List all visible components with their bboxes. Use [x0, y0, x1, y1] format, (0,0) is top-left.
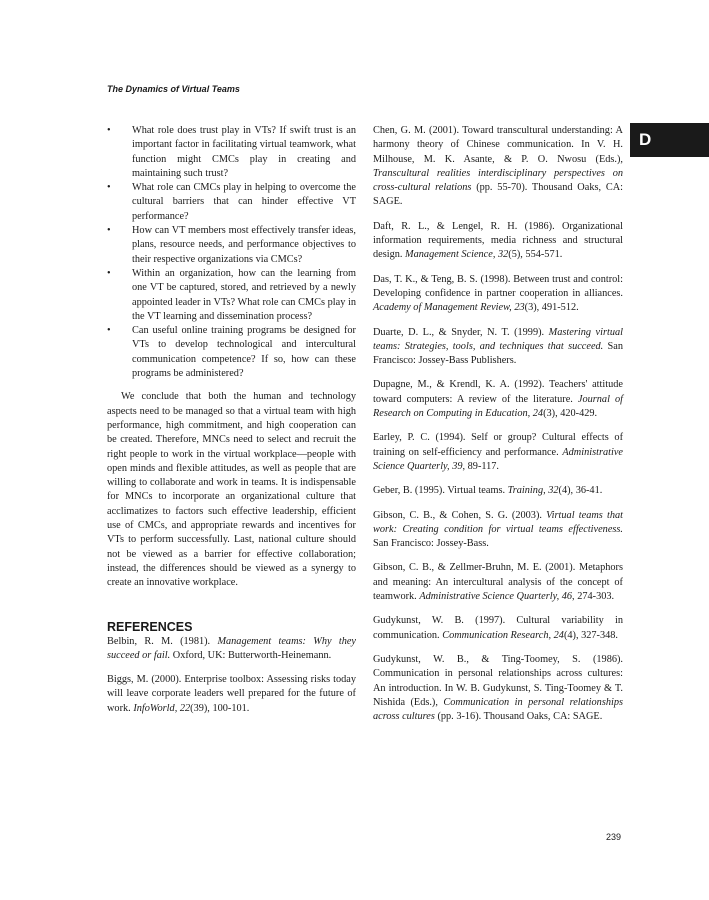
reference-entry: Gibson, C. B., & Zellmer-Bruhn, M. E. (2001). Metaphors and meaning: An intercultural analysis of the concept of teamwork. Administrative Science Quarterly, 46, 274-303.: [373, 562, 623, 603]
reference-entry: Das, T. K., & Teng, B. S. (1998). Between trust and control: Developing confidence in partner cooperation in alliances. Academy of Management Review, 23(3), 491-512.: [373, 273, 623, 314]
reference-entry: Biggs, M. (2000). Enterprise toolbox: Assessing risks today will leave corporate leaders well prepared for the future of work. InfoWorld, 22(39), 100-101.: [107, 674, 356, 714]
list-item: • Within an organization, how can the learning from one VT be captured, stored, and retrieved by a newly appointed leader in VTs? What role can CMCs play in the VT learning and dissemination process?: [107, 267, 356, 322]
running-head: The Dynamics of Virtual Teams: [107, 84, 240, 94]
list-item: • How can VT members most effectively transfer ideas, plans, resource needs, and performance objectives to their respective organizations via CMCs?: [107, 225, 356, 265]
bullet-icon: •: [107, 125, 111, 136]
reference-entry: Earley, P. C. (1994). Self or group? Cultural effects of training on self-efficiency and performance. Administrative Science Quarterly, 39, 89-117.: [373, 432, 623, 472]
section-tab: D: [630, 123, 709, 157]
reference-entry: Gibson, C. B., & Cohen, S. G. (2003). Virtual teams that work: Creating condition for virtual teams effectiveness. San Francisco: Jossey-Bass.: [373, 509, 623, 550]
list-item: • What role can CMCs play in helping to overcome the cultural barriers that can hinder effective VT performance?: [107, 182, 356, 222]
references-heading: REFERENCES: [107, 619, 193, 634]
question-list: [107, 124, 356, 381]
reference-entry: Duarte, D. L., & Snyder, N. T. (1999). Mastering virtual teams: Strategies, tools, and techniques that succeed. San Francisco: Jossey-Bass Publishers.: [373, 326, 623, 367]
list-item: • What role does trust play in VTs? If swift trust is an important factor in facilitating virtual teamwork, what function might CMCs play in creating and maintaining such trust?: [107, 125, 356, 179]
right-column: [373, 124, 623, 734]
reference-entry: Gudykunst, W. B. (1997). Cultural variability in communication. Communication Research, 24(4), 327-348.: [373, 615, 623, 641]
reference-entry: Dupagne, M., & Krendl, K. A. (1992). Teachers' attitude toward computers: A review of the literature. Journal of Research on Computing in Education, 24(3), 420-429.: [373, 379, 623, 420]
bullet-icon: •: [107, 325, 111, 337]
reference-entry: Daft, R. L., & Lengel, R. H. (1986). Organizational information requirements, media richness and structural design. Management Science, 32(5), 554-571.: [373, 220, 623, 261]
left-column: [107, 124, 356, 726]
reference-entry: Gudykunst, W. B., & Ting-Toomey, S. (1986). Communication in personal relationships across cultures: An introduction. In W. B. Gudykunst, S. Ting-Toomey & T. Nishida (Eds.), Communication in personal relationships across cultures (pp. 3-16). Thousand Oaks, CA: SAGE.: [373, 653, 623, 723]
bullet-icon: •: [107, 267, 111, 279]
bullet-icon: •: [107, 182, 111, 194]
list-item: • Can useful online training programs be designed for VTs to develop technological and intercultural communication competence? If so, how can these programs be administered?: [107, 325, 356, 380]
conclusion-paragraph: We conclude that both the human and technology aspects need to be managed so that a virtual team with high performance, high commitment, and high cooperation can be created. Therefore, MNCs need to select and recruit the right people to work in the virtual workplace—people with open minds and flexible attitudes, as well as people that are willing to collaborate and work in teams. It is indispensable for MNCs to incorporate an organizational culture that acclimatizes to factors such effective leadership, efficient use of CMCs, and appropriate rewards and incentives for VTs to perform successfully. Last, national culture should not be viewed as a barrier for effective collaboration; instead, the differences should be viewed as a synergy to create an innovative workplace.: [107, 391, 356, 589]
reference-entry: Geber, B. (1995). Virtual teams. Training, 32(4), 36-41.: [373, 485, 603, 497]
reference-entry: Belbin, R. M. (1981). Management teams: Why they succeed or fail. Oxford, UK: Butterworth-Heinemann.: [107, 635, 356, 661]
page-number: 239: [606, 832, 622, 842]
bullet-icon: •: [107, 225, 111, 237]
reference-entry: Chen, G. M. (2001). Toward transcultural understanding: A harmony theory of Chinese communication. In V. H. Milhouse, M. K. Asante, & P. O. Nwosu (Eds.), Transcultural realities interdisciplinary perspectives on cross-cultural relations (pp. 55-70). Thousand Oaks, CA: SAGE.: [373, 125, 623, 208]
